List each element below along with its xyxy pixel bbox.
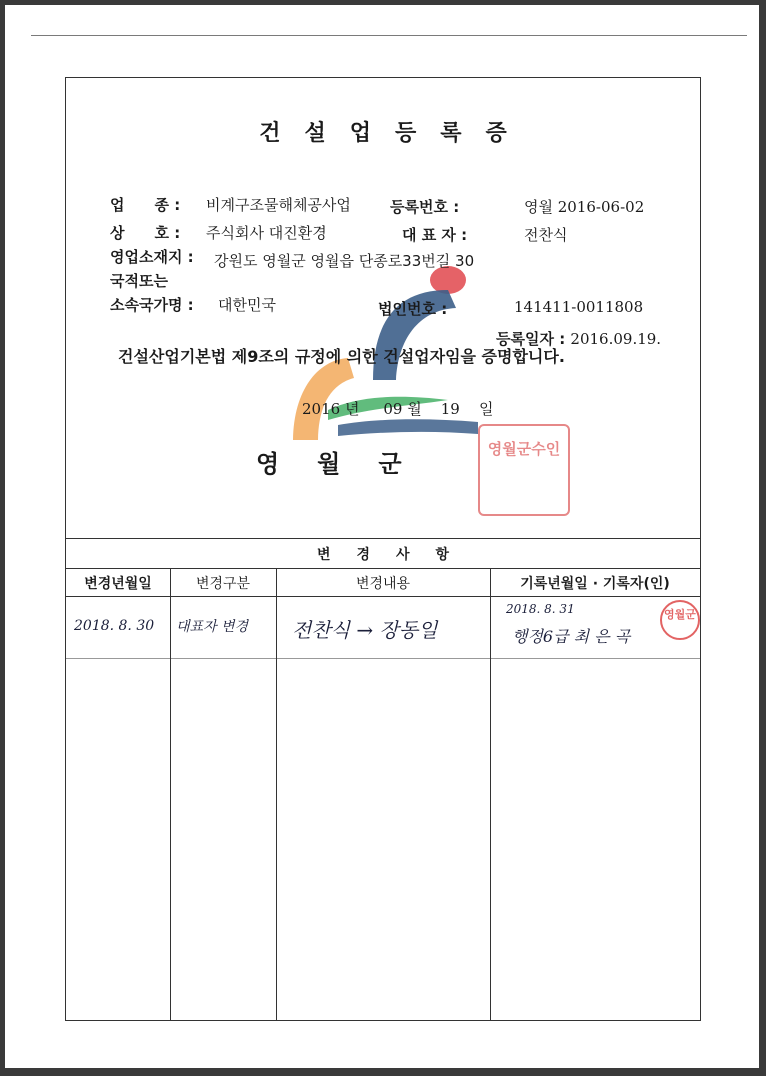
business-type-label: 업 종 xyxy=(110,196,169,214)
address-value: 강원도 영월군 영월읍 단종로33번길 30 xyxy=(214,252,475,270)
nationality-label-1: 국적또는 xyxy=(110,272,168,290)
reg-date-value: 2016.09.19. xyxy=(570,330,662,348)
change-date-value: 2018. 8. 30 xyxy=(74,618,155,634)
representative-value: 전찬식 xyxy=(524,226,568,244)
certificate-frame: 건설업등록증 업 종 : 비계구조물해체공사업 등록번호 : 영월 2016-06-02 상 호 : 주식회사 대진환경 대 표 자 : 전찬식 영업소재지 : 강원도 영월군 영월읍 단종로33번길 30 국적또는 소속국가명 : 대한민국 법인번호 : 141411-0011808 등록일자 : 2016.09.19. 건설산업기본법 제9조의 규정에 의한 건설업자임을 증명합니다. 2016 년 09 월 19 일 영월군 영월군수인 변경사항 변경년월일 변경구분 변경내용 기록년월일 · 기록자(인) 2018. 8. 30 대표자 변경 전찬식 → 장동일 2018. 8. 31 행정6급 최 은 곡 영월군 xyxy=(65,77,701,1021)
issuer-name: 영월군 xyxy=(256,449,440,478)
top-rule xyxy=(31,35,747,36)
address-label: 영업소재지 xyxy=(110,248,183,266)
col-change-content: 변경내용 xyxy=(355,576,411,592)
business-type-value: 비계구조물해체공사업 xyxy=(206,196,351,214)
record-date-value: 2018. 8. 31 xyxy=(506,602,575,616)
trade-name-value: 주식회사 대진환경 xyxy=(206,224,327,242)
col-change-date: 변경년월일 xyxy=(84,576,152,592)
reg-no-label: 등록번호 xyxy=(390,198,448,216)
reg-date-label: 등록일자 xyxy=(496,330,554,348)
issue-date: 2016 년 09 월 19 일 xyxy=(302,400,494,418)
corp-no-value: 141411-0011808 xyxy=(514,298,644,316)
corp-no-label: 법인번호 xyxy=(378,300,436,318)
nationality-value: 대한민국 xyxy=(218,296,276,314)
nationality-label-2: 소속국가명 xyxy=(110,296,183,314)
certificate-title: 건설업등록증 xyxy=(259,120,531,146)
reg-no-value: 영월 2016-06-02 xyxy=(524,198,645,216)
trade-name-label: 상 호 xyxy=(110,224,169,242)
certification-statement: 건설산업기본법 제9조의 규정에 의한 건설업자임을 증명합니다. xyxy=(118,347,565,366)
change-content-value: 전찬식 → 장동일 xyxy=(292,618,438,642)
changes-title: 변경사항 xyxy=(316,547,476,563)
document-page xyxy=(5,5,759,1068)
col-change-type: 변경구분 xyxy=(195,576,251,592)
recorder-seal-icon: 영월군 xyxy=(660,600,700,640)
official-seal-icon: 영월군수인 xyxy=(478,424,570,516)
change-type-value: 대표자 변경 xyxy=(176,619,249,635)
representative-label: 대 표 자 xyxy=(402,226,456,244)
col-recorder: 기록년월일 · 기록자(인) xyxy=(520,576,670,592)
recorder-value: 행정6급 최 은 곡 xyxy=(512,627,631,646)
